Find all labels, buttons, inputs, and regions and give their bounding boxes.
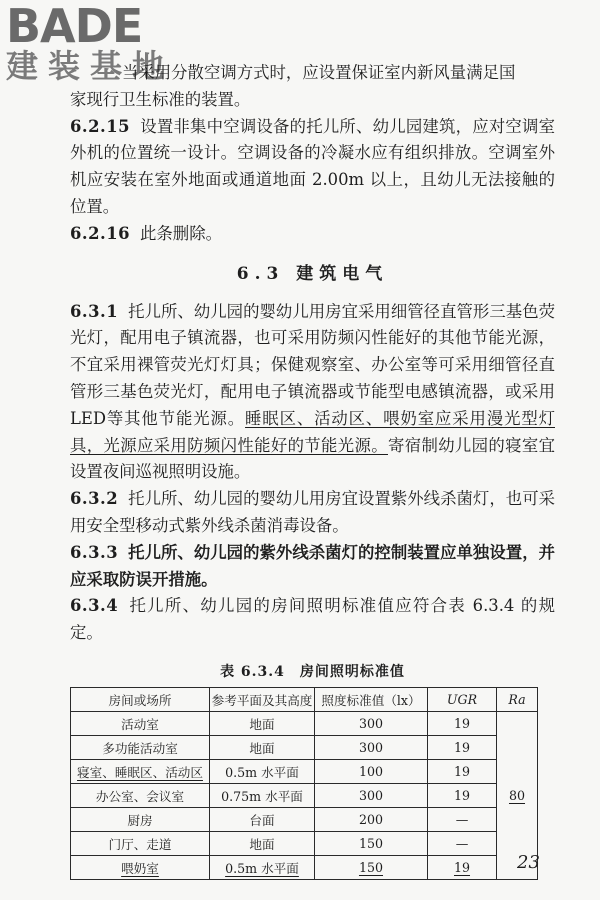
clause-text-c: 寄宿制幼儿园的寝室宜设置夜间巡视照明设施。 (70, 435, 555, 482)
cell-plane: 地面 (210, 831, 315, 855)
clause-text-underlined: 睡眠区、活动区、喂奶室应采用漫光型灯具，光源应采用防频闪性能好的节能光源。 (70, 408, 555, 455)
cell-room: 门厅、走道 (71, 831, 210, 855)
clause-6-3-4 (70, 593, 555, 647)
page-number: 23 (517, 852, 540, 873)
para-continued (70, 60, 555, 114)
cell-ugr: — (428, 831, 497, 855)
clause-text: 设置非集中空调设备的托儿所、幼儿园建筑，应对空调室外机的位置统一设计。空调设备的冷凝水应有组织排放。空调室外机应安装在室外地面或通道地面 2.00m 以上，且幼儿无法接触的位置。 (70, 116, 555, 216)
table-row (71, 711, 538, 735)
cell-room: 喂奶室 (71, 855, 210, 879)
cell-plane: 0.5m 水平面 (210, 759, 315, 783)
cell-ugr: 19 (428, 855, 497, 879)
clause-number: 6.3.1 (70, 301, 119, 321)
cell-illuminance: 300 (315, 783, 428, 807)
cell-plane: 台面 (210, 807, 315, 831)
cell-ugr: 19 (428, 783, 497, 807)
cell-illuminance: 100 (315, 759, 428, 783)
clause-6-2-15 (70, 114, 555, 221)
table-row (71, 735, 538, 759)
clause-number: 6.3.3 (70, 542, 119, 562)
clause-text: 此条删除。 (140, 223, 222, 243)
para-line1: 当采用分散空调方式时，应设置保证室内新风量满足国 (122, 63, 516, 82)
table-header-row (71, 687, 538, 711)
cell-plane: 0.75m 水平面 (210, 783, 315, 807)
clause-6-2-16 (70, 221, 555, 248)
cell-ugr: 19 (428, 759, 497, 783)
table-caption: 表 6.3.4 房间照明标准值 (220, 663, 405, 680)
clause-number: 6.3.2 (70, 489, 119, 509)
header-reference-plane: 参考平面及其高度 (210, 687, 315, 711)
clause-6-3-2 (70, 486, 555, 540)
cell-illuminance: 300 (315, 711, 428, 735)
clause-number: 6.3.4 (70, 596, 119, 616)
cell-illuminance: 150 (315, 855, 428, 879)
cell-ugr: — (428, 807, 497, 831)
table-row (71, 807, 538, 831)
cell-room: 厨房 (71, 807, 210, 831)
table-row (71, 759, 538, 783)
logo-top-text: BADE (6, 0, 143, 53)
table-row (71, 855, 538, 879)
logo-bottom-text: 建装基地 (6, 47, 175, 85)
cell-room: 办公室、会议室 (71, 783, 210, 807)
clause-6-3-1 (70, 299, 555, 487)
table-row (71, 783, 538, 807)
clause-6-3-3 (70, 540, 555, 594)
clause-text: 托儿所、幼儿园的紫外线杀菌灯的控制装置应单独设置，并应采取防误开措施。 (70, 542, 555, 589)
cell-plane: 地面 (210, 735, 315, 759)
table-row (71, 831, 538, 855)
cell-ugr: 19 (428, 735, 497, 759)
lighting-standard-table (70, 687, 538, 880)
page-content (70, 60, 555, 880)
cell-illuminance: 200 (315, 807, 428, 831)
cell-room: 寝室、睡眠区、活动区 (71, 759, 210, 783)
cell-room: 多功能活动室 (71, 735, 210, 759)
clause-number: 6.2.15 (70, 116, 131, 136)
cell-plane: 地面 (210, 711, 315, 735)
clause-text-a: 托儿所、幼儿园的婴幼儿用房宜采用细管径直管形三基色荧光灯，配用电子镇流器，也可采用防频闪性能好的其他节能光源，不宜采用裸管荧光灯灯具；保健观察室、办公室等可采用细管径直管形三基色荧光灯，配用电子镇流器或节能型电感镇流器，或采用LED等其他节能光源。 (70, 301, 555, 428)
cell-ra-merged: 80 (497, 711, 538, 879)
header-ugr: UGR (428, 687, 497, 711)
header-illuminance: 照度标准值（lx） (315, 687, 428, 711)
cell-ugr: 19 (428, 711, 497, 735)
cell-illuminance: 150 (315, 831, 428, 855)
header-ra: Ra (497, 687, 538, 711)
clause-text: 托儿所、幼儿园的婴幼儿用房宜设置紫外线杀菌灯，也可采用安全型移动式紫外线杀菌消毒设备。 (70, 489, 555, 535)
section-title: 6.3 建筑电气 (236, 263, 389, 284)
para-line2: 家现行卫生标准的装置。 (70, 89, 251, 109)
cell-plane: 0.5m 水平面 (210, 855, 315, 879)
clause-number: 6.2.16 (70, 223, 131, 243)
clause-text: 托儿所、幼儿园的房间照明标准值应符合表 6.3.4 的规定。 (70, 596, 555, 643)
cell-room: 活动室 (71, 711, 210, 735)
cell-illuminance: 300 (315, 735, 428, 759)
header-room: 房间或场所 (71, 687, 210, 711)
